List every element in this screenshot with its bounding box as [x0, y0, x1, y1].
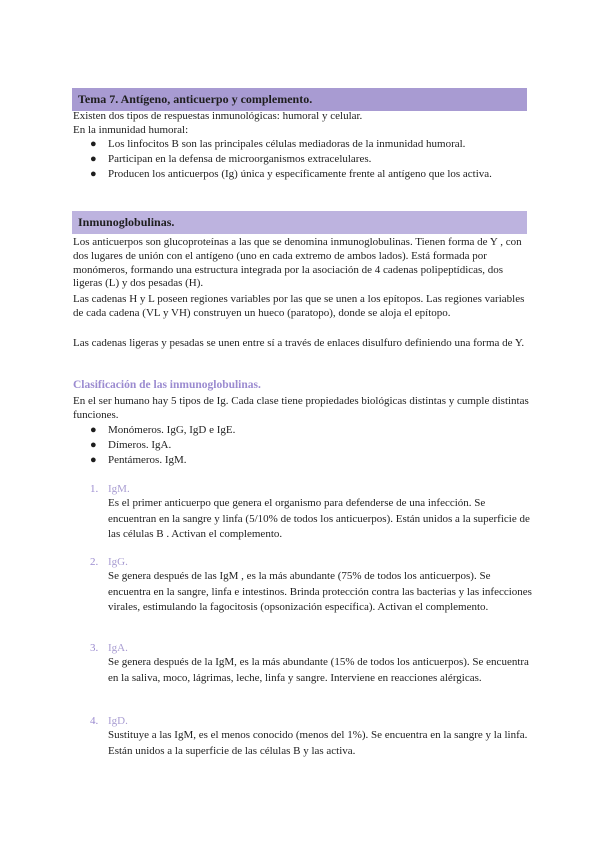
intro-line-2: En la inmunidad humoral:	[73, 124, 189, 136]
list-item-desc: Se genera después de las IgM , es la más abundante (75% de todos los anticuerpos). Se encuentra en la sangre, linfa e intestinos. Brinda protección contra las bacterias y las infecciones virales, estimulando la fagocitosis (opsonización específica). Activan el complemento.	[108, 570, 532, 613]
bullet-dot-icon: ●	[90, 424, 97, 436]
section-title-inmunoglobulinas	[72, 211, 527, 234]
list-item-title: IgA.	[108, 642, 128, 654]
bullet-dot-icon: ●	[90, 439, 97, 451]
list-item-title: IgG.	[108, 556, 128, 568]
section-title-text: Inmunoglobulinas.	[78, 215, 175, 229]
bullet-dot-icon: ●	[90, 454, 97, 466]
list-item-desc: Sustituye a las IgM, es el menos conocido (menos del 1%). Se encuentra en la sangre y la linfa. Están unidos a la superficie de las células B y las activa.	[108, 729, 528, 757]
list-number: 4.	[90, 715, 99, 727]
list-item-title: IgM.	[108, 483, 130, 495]
list-number: 2.	[90, 556, 99, 568]
bullet-dot-icon: ●	[90, 153, 97, 165]
subsection-title: Clasificación de las inmunoglobulinas.	[73, 379, 261, 391]
paragraph: Las cadenas ligeras y pesadas se unen entre sí a través de enlaces disulfuro definiendo una forma de Y.	[73, 337, 525, 349]
section-title-tema7	[72, 88, 527, 111]
document-page: Tema 7. Antígeno, anticuerpo y complemento. Existen dos tipos de respuestas inmunológicas: humoral y celular. En la inmunidad humoral: ● Los linfocitos B son las principales células mediadoras de la inmunidad humoral. ● Participan en la defensa de microorganismos extracelulares. ● Producen los anticuerpos (Ig) única y específicamente frente al antígeno que los activa. Inmunoglobulinas. Los anticuerpos son glucoproteínas a las que se denomina inmunoglobulinas. Tienen forma de Y , con dos lugares de unión con el antígeno (uno en cada extremo de ambos lados). Está formada por monómeros, formando una estructura integrada por la asociación de 4 cadenas polipeptídicas, dos ligeras (L) y dos pesadas (H). Las cadenas H y L poseen regiones variables por las que se unen a los epítopos. Las regiones variables de cada cadena (VL y VH) construyen un hueco (paratopo), donde se aloja el epítopo. Las cadenas ligeras y pesadas se unen entre sí a través de enlaces disulfuro definiendo una forma de Y. Clasificación de las inmunoglobulinas. En el ser humano hay 5 tipos de Ig. Cada clase tiene propiedades biológicas distintas y cumple distintas funciones. ● Monómeros. IgG, IgD e IgE. ● Dímeros. IgA. ● Pentámeros. IgM. 1. IgM. Es el primer anticuerpo que genera el organismo para defenderse de una infección. Se encuentran en la sangre y linfa (5/10% de todos los anticuerpos). Están unidos a la superficie de las células B . Activan el complemento. 2. IgG. Se genera después de las IgM , es la más abundante (75% de todos los anticuerpos). Se encuentra en la sangre, linfa e intestinos. Brinda protección contra las bacterias y las infecciones virales, estimulando la fagocitosis (opsonización específica). Activan el complemento. 3. IgA. Se genera después de la IgM, es la más abundante (15% de todos los anticuerpos). Se encuentra en la saliva, moco, lágrimas, leche, linfa y sangre. Interviene en reacciones alérgicas. 4. IgD. Sustituye a las IgM, es el menos conocido (menos del 1%). Se encuentra en la sangre y la linfa. Están unidos a la superficie de las células B y las activa.	[0, 0, 600, 848]
bullet-dot-icon: ●	[90, 138, 97, 150]
list-item-desc: Se genera después de la IgM, es la más abundante (15% de todos los anticuerpos). Se encuentra en la saliva, moco, lágrimas, leche, linfa y sangre. Interviene en reacciones alérgicas.	[108, 656, 529, 684]
list-item-desc: Es el primer anticuerpo que genera el organismo para defenderse de una infección. Se encuentran en la sangre y linfa (5/10% de todos los anticuerpos). Están unidos a la superficie de las células B . Activan el complemento.	[108, 497, 530, 540]
bullet-dot-icon: ●	[90, 168, 97, 180]
section-title-text: Tema 7. Antígeno, anticuerpo y complemento.	[78, 92, 313, 106]
list-item-title: IgD.	[108, 715, 128, 727]
list-number: 3.	[90, 642, 99, 654]
paragraph: Los anticuerpos son glucoproteínas a las que se denomina inmunoglobulinas. Tienen forma de Y , con dos lugares de unión con el antígeno (uno en cada extremo de ambos lados). Está formada por monómeros, formando una estructura integrada por la asociación de 4 cadenas polipeptídicas, dos ligeras (L) y dos pesadas (H).	[73, 236, 522, 290]
paragraph: Las cadenas H y L poseen regiones variables por las que se unen a los epítopos. Las regiones variables de cada cadena (VL y VH) construyen un hueco (paratopo), donde se aloja el epítopo.	[73, 293, 525, 319]
intro-line-1: Existen dos tipos de respuestas inmunológicas: humoral y celular.	[73, 110, 363, 122]
paragraph: En el ser humano hay 5 tipos de Ig. Cada clase tiene propiedades biológicas distintas y cumple distintas funciones.	[73, 395, 529, 421]
list-number: 1.	[90, 483, 99, 495]
